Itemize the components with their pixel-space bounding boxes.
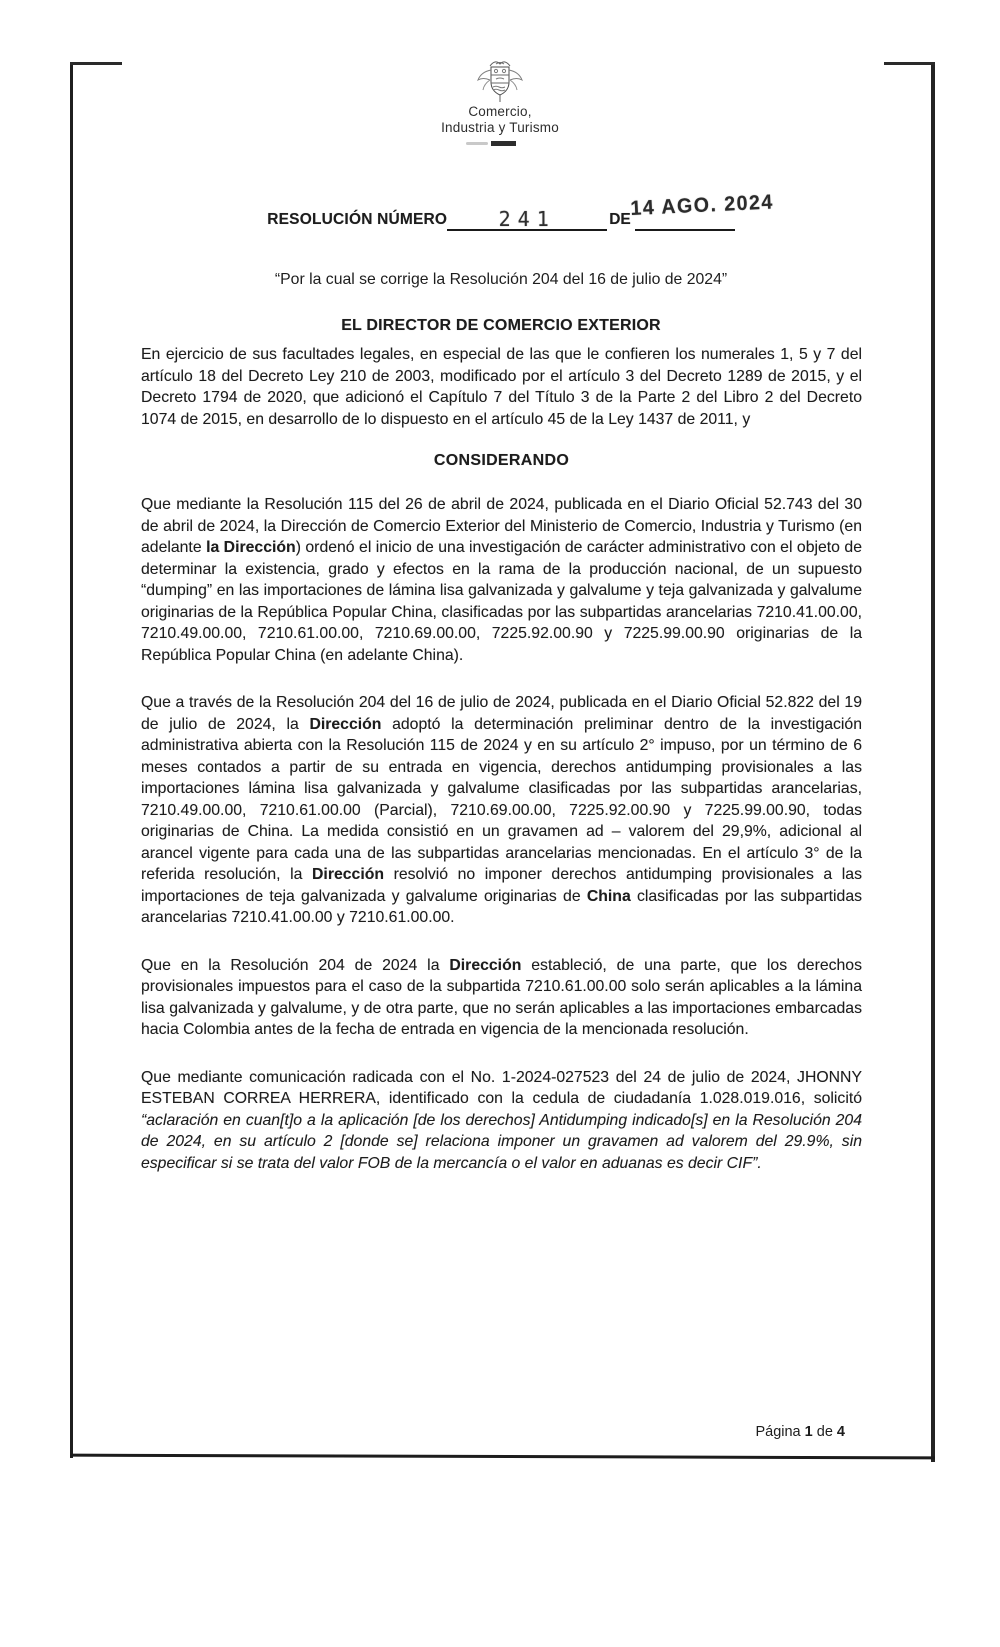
page-frame-top-left-border — [70, 62, 122, 65]
resolution-subject: “Por la cual se corrige la Resolución 204 del 16 de julio de 2024” — [274, 271, 728, 288]
recital-paragraph-4: Que mediante comunicación radicada con el No. 1-2024-027523 del 24 de julio de 2024, JHONNY ESTEBAN CORREA HERRERA, identificado con la cedula de ciudadanía 1.028.019.016, solicitó “aclaración en cuan[t]o a la aplicación [de los derechos] Antidumping indicado[s] en la Resolución 204 de 2024, en su artículo 2 [donde se] relaciona imponer un gravamen ad valorem del 29.9%, sin especificar si se trata del valor FOB de la mercancía o el valor en aduanas es decir CIF”. — [141, 1068, 862, 1172]
colombia-coat-of-arms-icon — [463, 58, 537, 106]
resolution-de-label: DE — [609, 211, 631, 228]
page-number: Página 1 de 4 — [755, 1424, 845, 1440]
resolution-date-stamp: 14 AGO. 2024 — [629, 190, 775, 221]
resolution-number-label: RESOLUCIÓN NÚMERO — [267, 211, 448, 228]
recital-paragraph-3: Que en la Resolución 204 de 2024 la Dirección estableció, de una parte, que los derechos provisionales impuestos para el caso de la subpartida 7210.61.00.00 solo serán aplicables a la lámina lisa galvanizada y galvalume, y de otra parte, que no serán aplicables a las importaciones embarcadas hacia Colombia antes de la fecha de entrada en vigencia de la mencionada resolución. — [141, 956, 862, 1038]
page-frame-top-right-border — [884, 62, 935, 65]
ministry-name-line1: Comercio, — [468, 104, 532, 119]
resolution-number-stamp: 241 — [498, 207, 556, 231]
page-frame-bottom-border — [70, 1454, 935, 1460]
document-body — [141, 344, 862, 1174]
preamble-paragraph: En ejercicio de sus facultades legales, en especial de las que le confieren los numerales 1, 5 y 7 del artículo 18 del Decreto Ley 210 de 2003, modificado por el artículo 3 del Decreto 1289 de 2015, y el Decreto 1794 de 2020, que adicionó el Capítulo 7 del Título 3 de la Parte 2 del Libro 2 del Decreto 1074 de 2015, en desarrollo de lo dispuesto en el artículo 45 de la Ley 1437 de 2011, y — [141, 346, 862, 428]
considering-heading: CONSIDERANDO — [433, 452, 570, 469]
recital-paragraph-2: Que a través de la Resolución 204 del 16 de julio de 2024, publicada en el Diario Oficial 52.822 del 19 de julio de 2024, la Dirección adoptó la determinación preliminar dentro de la investigación administrativa abierta con la Resolución 115 de 2024 y en su artículo 2° impuso, por un término de 6 meses contados a partir de su entrada en vigencia, derechos antidumping provisionales a las importaciones lámina lisa galvanizada y galvalume clasificadas por las subpartidas arancelarias, 7210.49.00.00, 7210.61.00.00 (Parcial), 7210.69.00.00, 7225.92.00.90 y 7225.99.00.90, todas originarias de China. La medida consistió en un gravamen ad – valorem del 29,9%, adicional al arancel vigente para cada una de las subpartidas arancelarias mencionadas. En el artículo 3° de la referida resolución, la Dirección resolvió no imponer derechos antidumping provisionales a las importaciones de teja galvanizada y galvalume originarias de China clasificadas por las subpartidas arancelarias 7210.41.00.00 y 7210.61.00.00. — [141, 694, 863, 926]
ministry-logo-underline-bar — [491, 141, 516, 146]
resolution-title-row — [140, 190, 862, 231]
ministry-name-line2: Industria y Turismo — [441, 120, 559, 135]
ministry-name — [350, 104, 650, 136]
resolution-date-slot — [629, 190, 775, 231]
scan-artifact-squiggle — [466, 142, 488, 145]
issuer-heading: EL DIRECTOR DE COMERCIO EXTERIOR — [341, 317, 661, 334]
page-frame-left-border — [70, 62, 73, 1458]
recital-paragraph-1: Que mediante la Resolución 115 del 26 de abril de 2024, publicada en el Diario Oficial 52.743 del 30 de abril de 2024, la Dirección de Comercio Exterior del Ministerio de Comercio, Industria y Turismo (en adelante la Dirección) ordenó el inicio de una investigación de carácter administrativo con el objeto de determinar la existencia, grado y efectos en la rama de la producción nacional, de un supuesto “dumping” en las importaciones de lámina lisa galvanizada y galvalume y teja galvanizada y galvalume originarias de la República Popular China, clasificadas por las subpartidas arancelarias 7210.41.00.00, 7210.49.00.00, 7210.61.00.00, 7210.69.00.00, 7225.92.00.90 y 7225.99.00.90 originarias de la República Popular China (en adelante China). — [141, 496, 862, 664]
page-frame-right-border — [931, 63, 935, 1462]
resolution-number-slot — [447, 205, 607, 231]
